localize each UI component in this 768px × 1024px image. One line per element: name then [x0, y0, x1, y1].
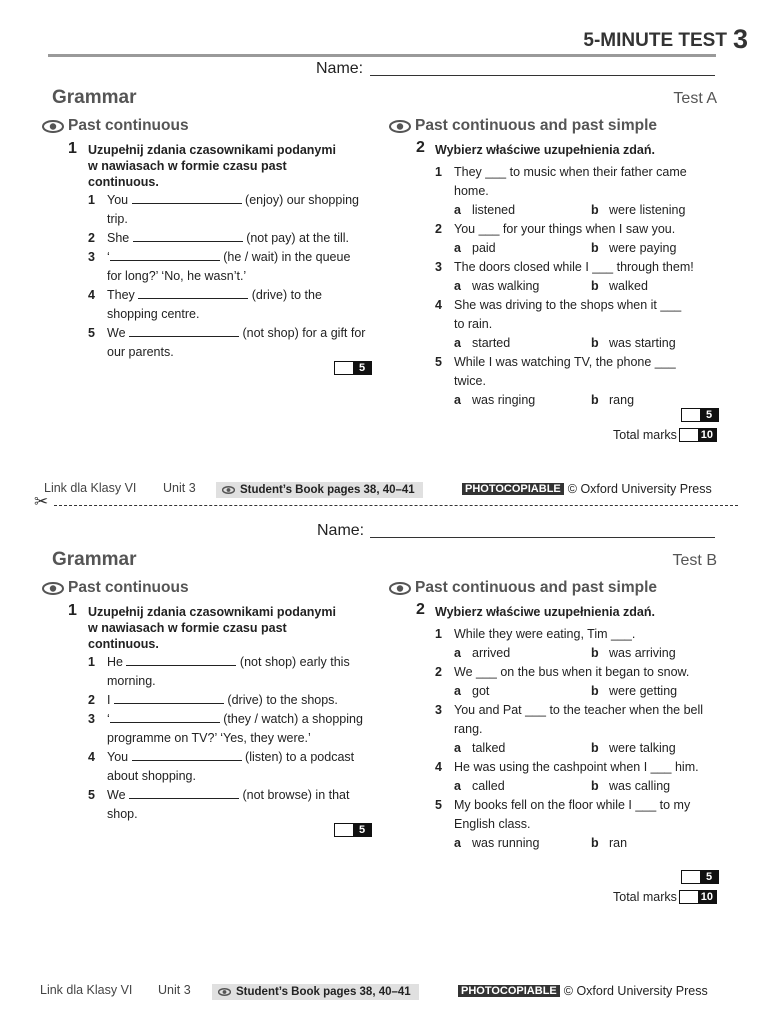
exercise-2-item — [435, 625, 735, 644]
exercise-1-heading-text: Past continuous — [68, 579, 189, 596]
section-title: Grammar — [52, 87, 137, 108]
item-text-before: ‘ — [107, 250, 110, 264]
students-book-pages: Student’s Book pages 38, 40–41 — [240, 484, 415, 496]
option-b[interactable] — [591, 334, 676, 353]
option-letter: a — [454, 336, 461, 350]
option-letter: b — [591, 646, 599, 660]
item-number: 4 — [88, 288, 95, 302]
option-letter: b — [591, 279, 599, 293]
option-letter: a — [454, 393, 461, 407]
item-text-before: ‘ — [107, 712, 110, 726]
item-number: 1 — [88, 193, 95, 207]
option-b[interactable] — [591, 644, 676, 663]
exercise-1-instruction-line: w nawiasach w formie czasu past — [88, 621, 287, 635]
score-input[interactable] — [682, 871, 700, 883]
option-letter: b — [591, 684, 599, 698]
item-number: 4 — [88, 750, 95, 764]
exercise-2-item — [435, 258, 735, 277]
eye-icon — [42, 582, 64, 595]
option-b[interactable] — [591, 277, 648, 296]
answer-blank[interactable] — [133, 229, 243, 242]
answer-blank[interactable] — [132, 191, 242, 204]
answer-blank[interactable] — [110, 248, 220, 261]
exercise-1-instruction-line: Uzupełnij zdania czasownikami podanymi — [88, 143, 336, 157]
answer-blank[interactable] — [129, 786, 239, 799]
item-text-after: (not shop) early this — [236, 655, 350, 669]
total-marks-label: Total marks — [613, 890, 677, 904]
exercise-1-item — [88, 286, 378, 305]
option-letter: a — [454, 203, 461, 217]
option-a[interactable] — [454, 834, 539, 853]
item-text-after: (drive) to the shops. — [223, 693, 338, 707]
photocopiable-notice — [458, 984, 708, 998]
option-b[interactable] — [591, 682, 677, 701]
item-continuation: trip. — [107, 212, 128, 226]
exercise-2-item — [435, 758, 735, 777]
answer-blank[interactable] — [126, 653, 236, 666]
exercise-1-instruction-line: w nawiasach w formie czasu past — [88, 159, 287, 173]
item-number: 1 — [88, 655, 95, 669]
exercise-1-item — [88, 324, 378, 343]
name-field[interactable] — [370, 537, 715, 538]
exercise-2-item — [435, 353, 735, 372]
exercise-2-score-box — [681, 870, 719, 884]
item-continuation: for long?’ ‘No, he wasn’t.’ — [107, 269, 247, 283]
cut-line — [54, 505, 738, 506]
item-text-before: We — [107, 788, 129, 802]
item-text-before: He — [107, 655, 127, 669]
option-a-text: was walking — [472, 279, 540, 293]
item-number: 3 — [435, 703, 442, 717]
item-number: 5 — [88, 326, 95, 340]
total-max: 10 — [698, 429, 716, 441]
exercise-2-heading — [389, 579, 657, 597]
item-question-continuation: home. — [454, 184, 489, 198]
section-title: Grammar — [52, 549, 137, 570]
students-book-reference — [216, 482, 423, 498]
exercise-2-instruction: Wybierz właściwe uzupełnienia zdań. — [435, 605, 655, 619]
option-a-text: started — [472, 336, 511, 350]
option-a[interactable] — [454, 391, 535, 410]
exercise-1-item — [88, 710, 378, 729]
option-a[interactable] — [454, 644, 510, 663]
option-b-text: was calling — [609, 779, 671, 793]
item-number: 5 — [435, 355, 442, 369]
item-question: The doors closed while I ___ through them! — [454, 260, 694, 274]
name-label: Name: — [317, 522, 365, 539]
eye-icon — [218, 988, 231, 996]
option-letter: b — [591, 393, 599, 407]
photocopiable-badge: PHOTOCOPIABLE — [458, 985, 560, 997]
exercise-2-number: 2 — [416, 139, 425, 156]
photocopiable-notice — [462, 482, 712, 496]
item-text-before: You — [107, 750, 132, 764]
option-a[interactable] — [454, 277, 539, 296]
option-b-text: rang — [609, 393, 635, 407]
item-continuation: programme on TV?’ ‘Yes, they were.’ — [107, 731, 311, 745]
exercise-1-number: 1 — [68, 140, 77, 157]
item-continuation: morning. — [107, 674, 156, 688]
item-number: 2 — [435, 222, 442, 236]
exercise-2-item — [435, 296, 735, 315]
item-text-before: She — [107, 231, 133, 245]
score-input[interactable] — [680, 429, 698, 441]
exercise-1-item — [88, 248, 378, 267]
option-letter: a — [454, 836, 461, 850]
scissors-icon: ✂ — [34, 492, 49, 511]
exercise-1-instruction-line: Uzupełnij zdania czasownikami podanymi — [88, 605, 336, 619]
option-letter: b — [591, 336, 599, 350]
exercise-2-item — [435, 796, 735, 815]
option-letter: a — [454, 279, 461, 293]
item-text-before: You — [107, 193, 132, 207]
item-question: They ___ to music when their father came — [454, 165, 687, 179]
item-continuation: about shopping. — [107, 769, 196, 783]
answer-blank[interactable] — [110, 710, 220, 723]
exercise-1-instruction-line: continuous. — [88, 637, 159, 651]
item-number: 4 — [435, 298, 442, 312]
option-b[interactable] — [591, 201, 685, 220]
exercise-2-instruction: Wybierz właściwe uzupełnienia zdań. — [435, 143, 655, 157]
option-b[interactable] — [591, 834, 627, 853]
score-max: 5 — [353, 362, 371, 374]
option-a[interactable] — [454, 201, 515, 220]
option-a-text: paid — [472, 241, 496, 255]
title-text: 5-MINUTE TEST — [583, 30, 727, 51]
option-b[interactable] — [591, 739, 676, 758]
exercise-2-item — [435, 663, 735, 682]
item-number: 3 — [435, 260, 442, 274]
test-number: 3 — [732, 24, 748, 54]
item-text-after: (he / wait) in the queue — [219, 250, 351, 264]
item-question: You and Pat ___ to the teacher when the bell — [454, 703, 704, 717]
total-marks-label: Total marks — [613, 428, 677, 442]
item-continuation: shopping centre. — [107, 307, 200, 321]
option-b[interactable] — [591, 239, 676, 258]
option-letter: a — [454, 684, 461, 698]
name-label: Name: — [316, 60, 364, 77]
option-b-text: were getting — [609, 684, 678, 698]
total-marks — [613, 428, 717, 442]
exercise-1-item — [88, 748, 378, 767]
item-text-after: (listen) to a podcast — [241, 750, 355, 764]
item-text-after: (not shop) for a gift for — [239, 326, 366, 340]
item-question: While I was watching TV, the phone ___ — [454, 355, 676, 369]
students-book-reference — [212, 984, 419, 1000]
item-text-before: They — [107, 288, 139, 302]
option-a-text: got — [472, 684, 490, 698]
eye-icon — [389, 120, 411, 133]
item-continuation: our parents. — [107, 345, 174, 359]
score-input[interactable] — [680, 891, 698, 903]
item-text-before: I — [107, 693, 114, 707]
item-question: While they were eating, Tim ___. — [454, 627, 636, 641]
eye-icon — [42, 120, 64, 133]
option-letter: b — [591, 779, 599, 793]
photocopiable-badge: PHOTOCOPIABLE — [462, 483, 564, 495]
exercise-1-item — [88, 691, 378, 710]
exercise-1-heading-text: Past continuous — [68, 117, 189, 134]
option-b-text: was arriving — [609, 646, 676, 660]
item-text-before: We — [107, 326, 129, 340]
eye-icon — [389, 582, 411, 595]
option-letter: b — [591, 241, 599, 255]
header-rule — [48, 54, 716, 57]
exercise-1-instruction-line: continuous. — [88, 175, 159, 189]
item-question: You ___ for your things when I saw you. — [454, 222, 676, 236]
exercise-1-heading — [42, 117, 189, 135]
item-continuation: shop. — [107, 807, 138, 821]
option-letter: a — [454, 779, 461, 793]
exercise-2-item — [435, 163, 735, 182]
exercise-1-number: 1 — [68, 602, 77, 619]
exercise-1-item — [88, 786, 378, 805]
test-version-label: Test A — [673, 90, 717, 107]
item-number: 3 — [88, 250, 95, 264]
option-b-text: walked — [609, 279, 648, 293]
item-question: My books fell on the floor while I ___ to my — [454, 798, 691, 812]
option-letter: a — [454, 241, 461, 255]
item-number: 3 — [88, 712, 95, 726]
option-letter: a — [454, 646, 461, 660]
item-number: 1 — [435, 627, 442, 641]
option-b-text: was starting — [609, 336, 676, 350]
option-letter: b — [591, 203, 599, 217]
option-b-text: ran — [609, 836, 628, 850]
exercise-1-score-box — [334, 361, 372, 375]
exercise-2-heading-text: Past continuous and past simple — [415, 117, 658, 134]
option-a[interactable] — [454, 777, 505, 796]
exercise-2-number: 2 — [416, 601, 425, 618]
option-a-text: was ringing — [472, 393, 536, 407]
item-text-after: (drive) to the — [248, 288, 322, 302]
item-question-continuation: to rain. — [454, 317, 493, 331]
footer-series: Link dla Klasy VI — [44, 481, 137, 495]
name-field[interactable] — [370, 75, 715, 76]
score-max: 5 — [700, 409, 718, 421]
option-a-text: talked — [472, 741, 506, 755]
option-b-text: were paying — [609, 241, 677, 255]
score-input[interactable] — [682, 409, 700, 421]
answer-blank[interactable] — [114, 691, 224, 704]
answer-blank[interactable] — [138, 286, 248, 299]
item-text-after: (enjoy) our shopping — [241, 193, 360, 207]
score-max: 5 — [700, 871, 718, 883]
exercise-1-score-box — [334, 823, 372, 837]
option-a[interactable] — [454, 739, 505, 758]
item-number: 4 — [435, 760, 442, 774]
option-b-text: were talking — [609, 741, 676, 755]
exercise-2-item — [435, 701, 735, 720]
exercise-1-item — [88, 229, 378, 248]
option-a[interactable] — [454, 682, 489, 701]
worksheet-title — [583, 22, 748, 53]
answer-blank[interactable] — [132, 748, 242, 761]
option-b[interactable] — [591, 777, 670, 796]
item-question: He was using the cashpoint when I ___ him. — [454, 760, 699, 774]
item-question-continuation: rang. — [454, 722, 483, 736]
item-number: 5 — [88, 788, 95, 802]
test-version-label: Test B — [672, 552, 717, 569]
exercise-2-item — [435, 220, 735, 239]
exercise-2-score-box — [681, 408, 719, 422]
exercise-2-heading-text: Past continuous and past simple — [415, 579, 658, 596]
item-text-after: (not pay) at the till. — [242, 231, 350, 245]
publisher: © Oxford University Press — [567, 482, 712, 496]
item-number: 1 — [435, 165, 442, 179]
eye-icon — [222, 486, 235, 494]
score-input[interactable] — [335, 824, 353, 836]
total-marks — [613, 890, 717, 904]
option-letter: b — [591, 741, 599, 755]
exercise-1-item — [88, 191, 378, 210]
item-question-continuation: twice. — [454, 374, 486, 388]
total-score-box — [679, 428, 717, 442]
item-text-after: (not browse) in that — [239, 788, 350, 802]
total-score-box — [679, 890, 717, 904]
footer-unit: Unit 3 — [158, 983, 191, 997]
exercise-1-item — [88, 653, 378, 672]
option-letter: b — [591, 836, 599, 850]
item-question: We ___ on the bus when it began to snow. — [454, 665, 690, 679]
item-number: 2 — [435, 665, 442, 679]
option-a-text: arrived — [472, 646, 511, 660]
item-number: 2 — [88, 693, 95, 707]
footer-unit: Unit 3 — [163, 481, 196, 495]
option-a-text: called — [472, 779, 505, 793]
students-book-pages: Student’s Book pages 38, 40–41 — [236, 986, 411, 998]
score-input[interactable] — [335, 362, 353, 374]
exercise-2-heading — [389, 117, 657, 135]
publisher: © Oxford University Press — [563, 984, 708, 998]
item-number: 5 — [435, 798, 442, 812]
option-a[interactable] — [454, 334, 510, 353]
item-number: 2 — [88, 231, 95, 245]
option-a-text: was running — [472, 836, 540, 850]
footer-series: Link dla Klasy VI — [40, 983, 133, 997]
option-a-text: listened — [472, 203, 516, 217]
option-a[interactable] — [454, 239, 496, 258]
option-letter: a — [454, 741, 461, 755]
item-question-continuation: English class. — [454, 817, 531, 831]
item-text-after: (they / watch) a shopping — [219, 712, 363, 726]
item-question: She was driving to the shops when it ___ — [454, 298, 682, 312]
answer-blank[interactable] — [129, 324, 239, 337]
score-max: 5 — [353, 824, 371, 836]
exercise-1-heading — [42, 579, 189, 597]
option-b[interactable] — [591, 391, 634, 410]
total-max: 10 — [698, 891, 716, 903]
option-b-text: were listening — [609, 203, 686, 217]
